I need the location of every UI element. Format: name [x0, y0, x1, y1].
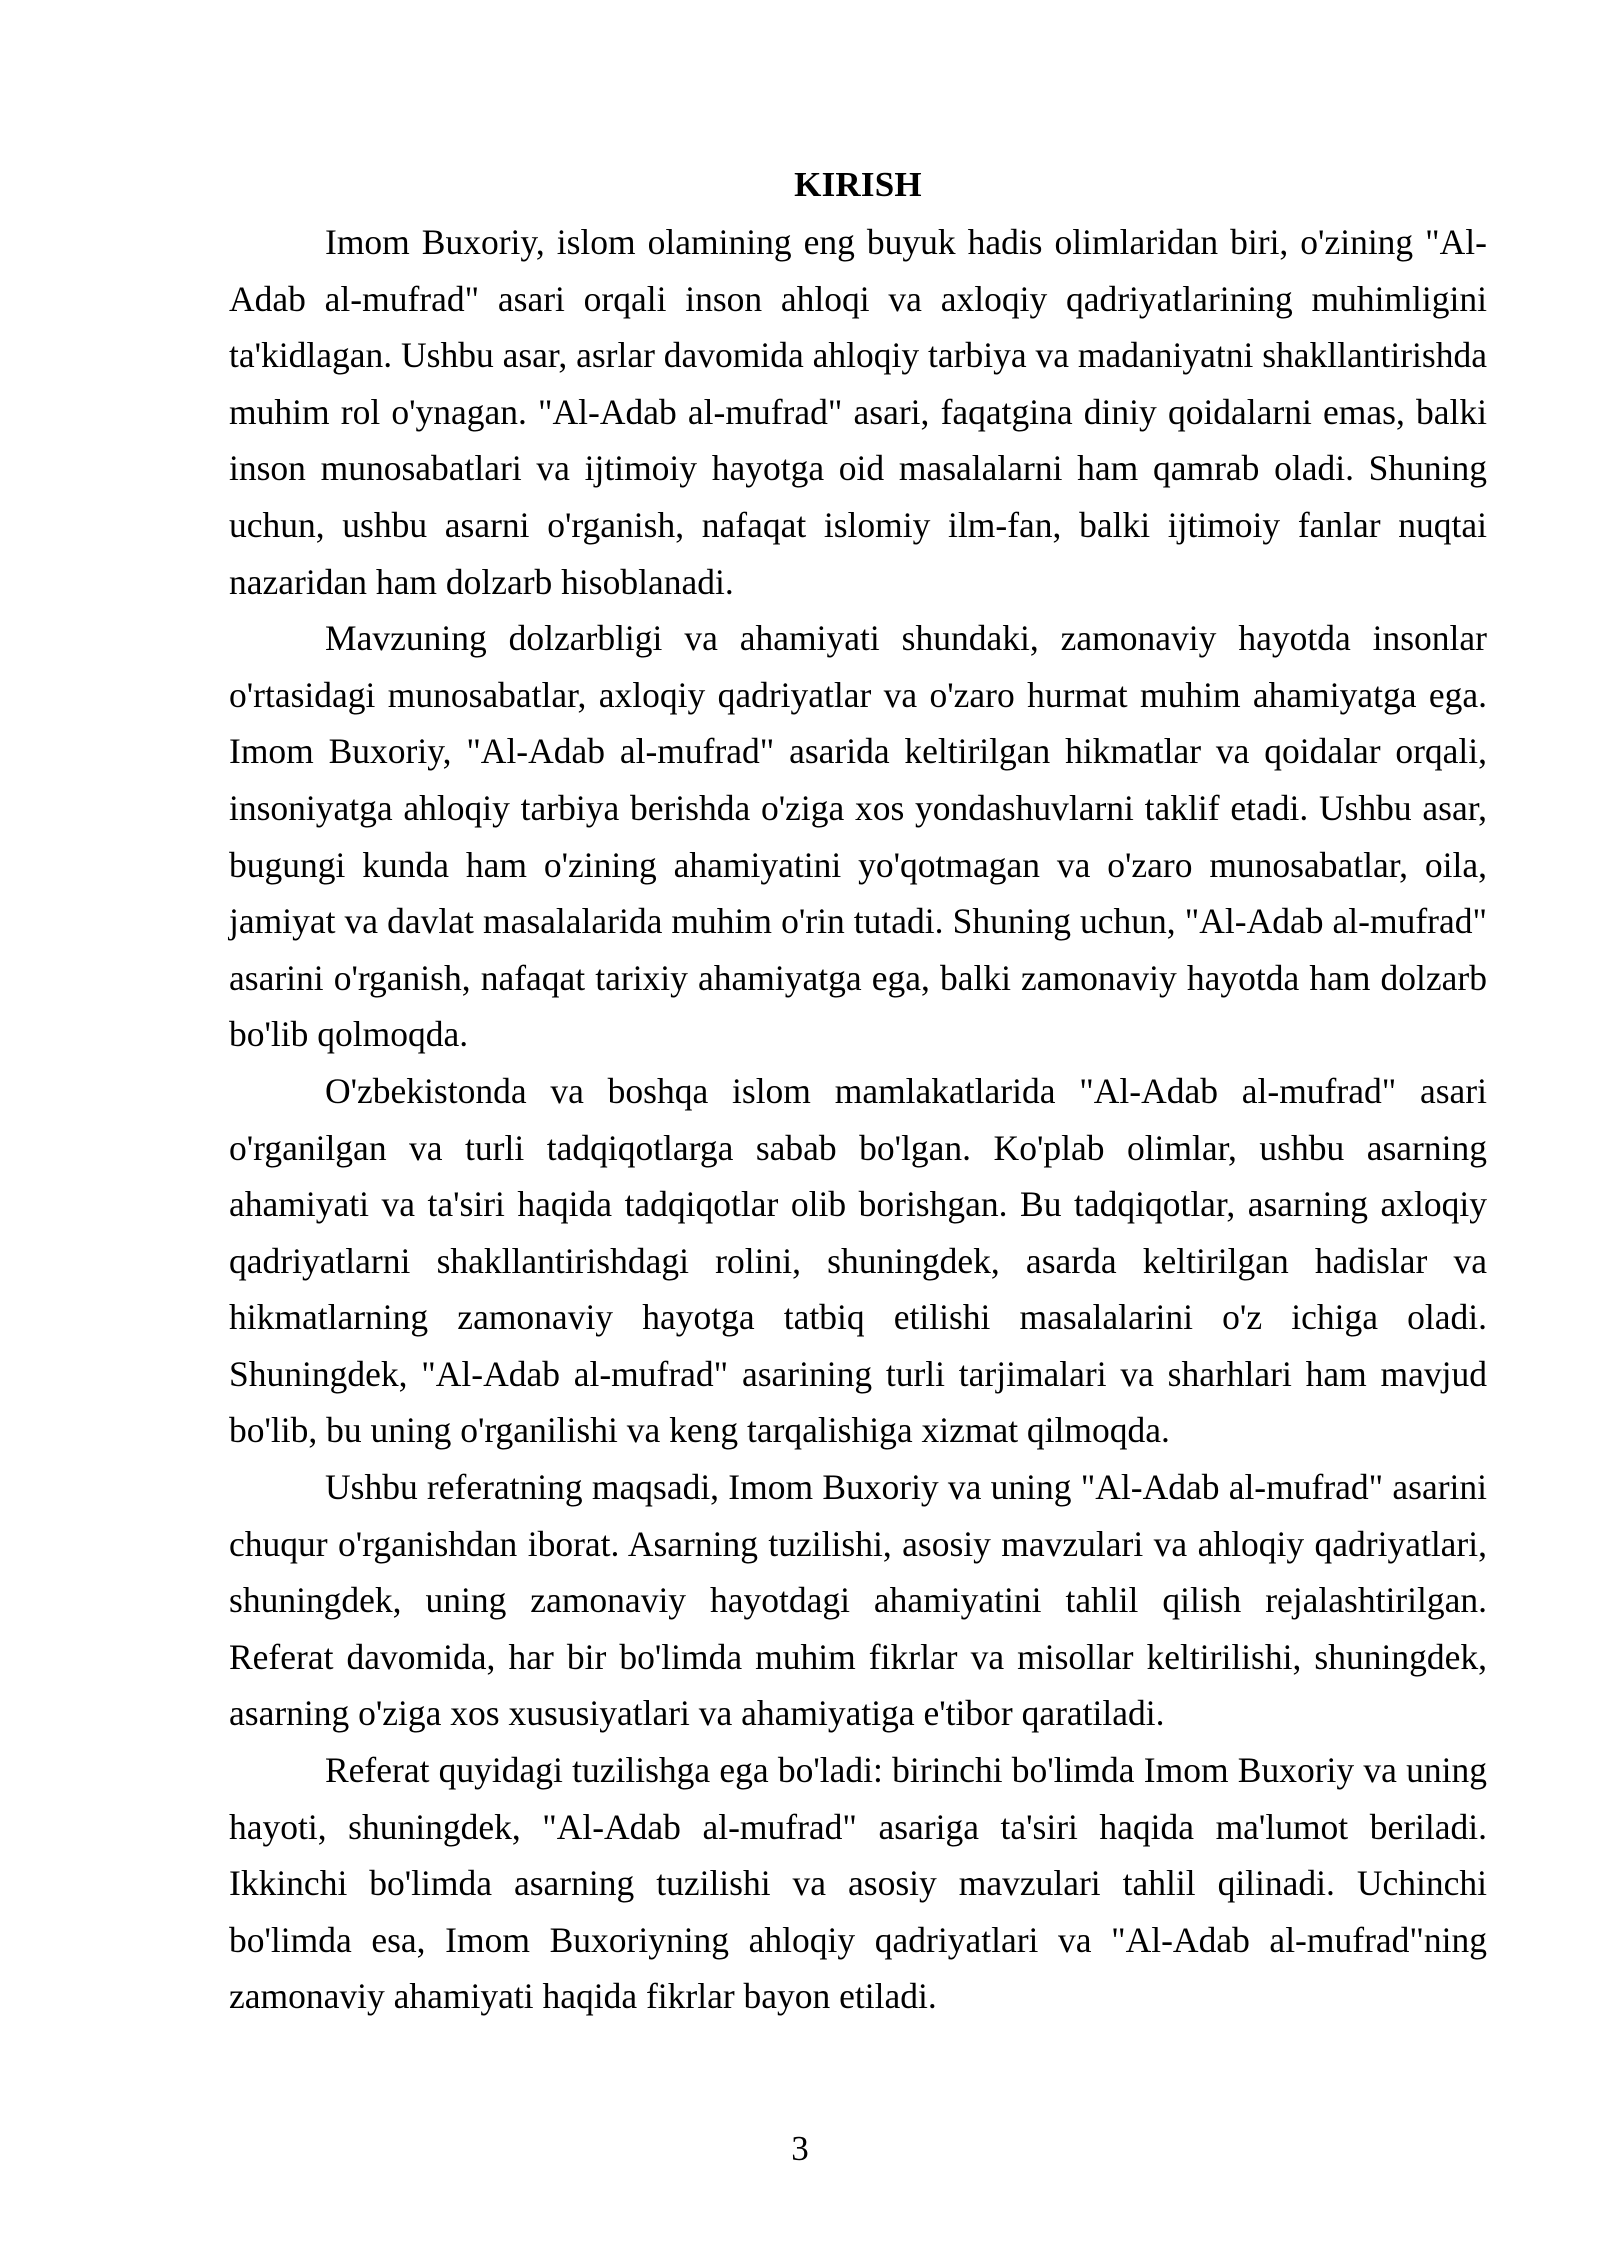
page-content: [229, 164, 1487, 2025]
paragraph-intro: Imom Buxoriy, islom olamining eng buyuk hadis olimlaridan biri, o'zining "Al-Adab al-mufrad" asari orqali inson ahloqi va axloqiy qadriyatlarining muhimligini ta'kidlagan. Ushbu asar, asrlar davomida ahloqiy tarbiya va madaniyatni shakllantirishda muhim rol o'ynagan. "Al-Adab al-mufrad" asari, faqatgina diniy qoidalarni emas, balki inson munosabatlari va ijtimoiy hayotga oid masalalarni ham qamrab oladi. Shuning uchun, ushbu asarni o'rganish, nafaqat islomiy ilm-fan, balki ijtimoiy fanlar nuqtai nazaridan ham dolzarb hisoblanadi.: [229, 222, 1487, 602]
paragraph-relevance: Mavzuning dolzarbligi va ahamiyati shundaki, zamonaviy hayotda insonlar o'rtasidagi munosabatlar, axloqiy qadriyatlar va o'zaro hurmat muhim ahamiyatga ega. Imom Buxoriy, "Al-Adab al-mufrad" asarida keltirilgan hikmatlar va qoidalar orqali, insoniyatga ahloqiy tarbiya berishda o'ziga xos yondashuvlarni taklif etadi. Ushbu asar, bugungi kunda ham o'zining ahamiyatini yo'qotmagan va o'zaro munosabatlar, oila, jamiyat va davlat masalalarida muhim o'rin tutadi. Shuning uchun, "Al-Adab al-mufrad" asarini o'rganish, nafaqat tarixiy ahamiyatga ega, balki zamonaviy hayotda ham dolzarb bo'lib qolmoqda.: [229, 618, 1487, 1055]
section-title: KIRISH: [794, 165, 922, 204]
paragraph-goal: Ushbu referatning maqsadi, Imom Buxoriy va uning "Al-Adab al-mufrad" asarini chuqur o'rganishdan iborat. Asarning tuzilishi, asosiy mavzulari va ahloqiy qadriyatlari, shuningdek, uning zamonaviy hayotdagi ahamiyatini tahlil qilish rejalashtirilgan. Referat davomida, har bir bo'limda muhim fikrlar va misollar keltirilishi, shuningdek, asarning o'ziga xos xususiyatlari va ahamiyatiga e'tibor qaratiladi.: [229, 1467, 1487, 1734]
paragraph-structure: Referat quyidagi tuzilishga ega bo'ladi: birinchi bo'limda Imom Buxoriy va uning hayoti, shuningdek, "Al-Adab al-mufrad" asariga ta'siri haqida ma'lumot beriladi. Ikkinchi bo'limda asarning tuzilishi va asosiy mavzulari tahlil qilinadi. Uchinchi bo'limda esa, Imom Buxoriyning ahloqiy qadriyatlari va "Al-Adab al-mufrad"ning zamonaviy ahamiyati haqida fikrlar bayon etiladi.: [229, 1750, 1487, 2017]
page-number: 3: [791, 2129, 809, 2168]
paragraph-research: O'zbekistonda va boshqa islom mamlakatlarida "Al-Adab al-mufrad" asari o'rganilgan va turli tadqiqotlarga sabab bo'lgan. Ko'plab olimlar, ushbu asarning ahamiyati va ta'siri haqida tadqiqotlar olib borishgan. Bu tadqiqotlar, asarning axloqiy qadriyatlarni shakllantirishdagi rolini, shuningdek, asarda keltirilgan hadislar va hikmatlarning zamonaviy hayotga tatbiq etilishi masalalarini o'z ichiga oladi. Shuningdek, "Al-Adab al-mufrad" asarining turli tarjimalari va sharhlari ham mavjud bo'lib, bu uning o'rganilishi va keng tarqalishiga xizmat qilmoqda.: [229, 1070, 1487, 1451]
